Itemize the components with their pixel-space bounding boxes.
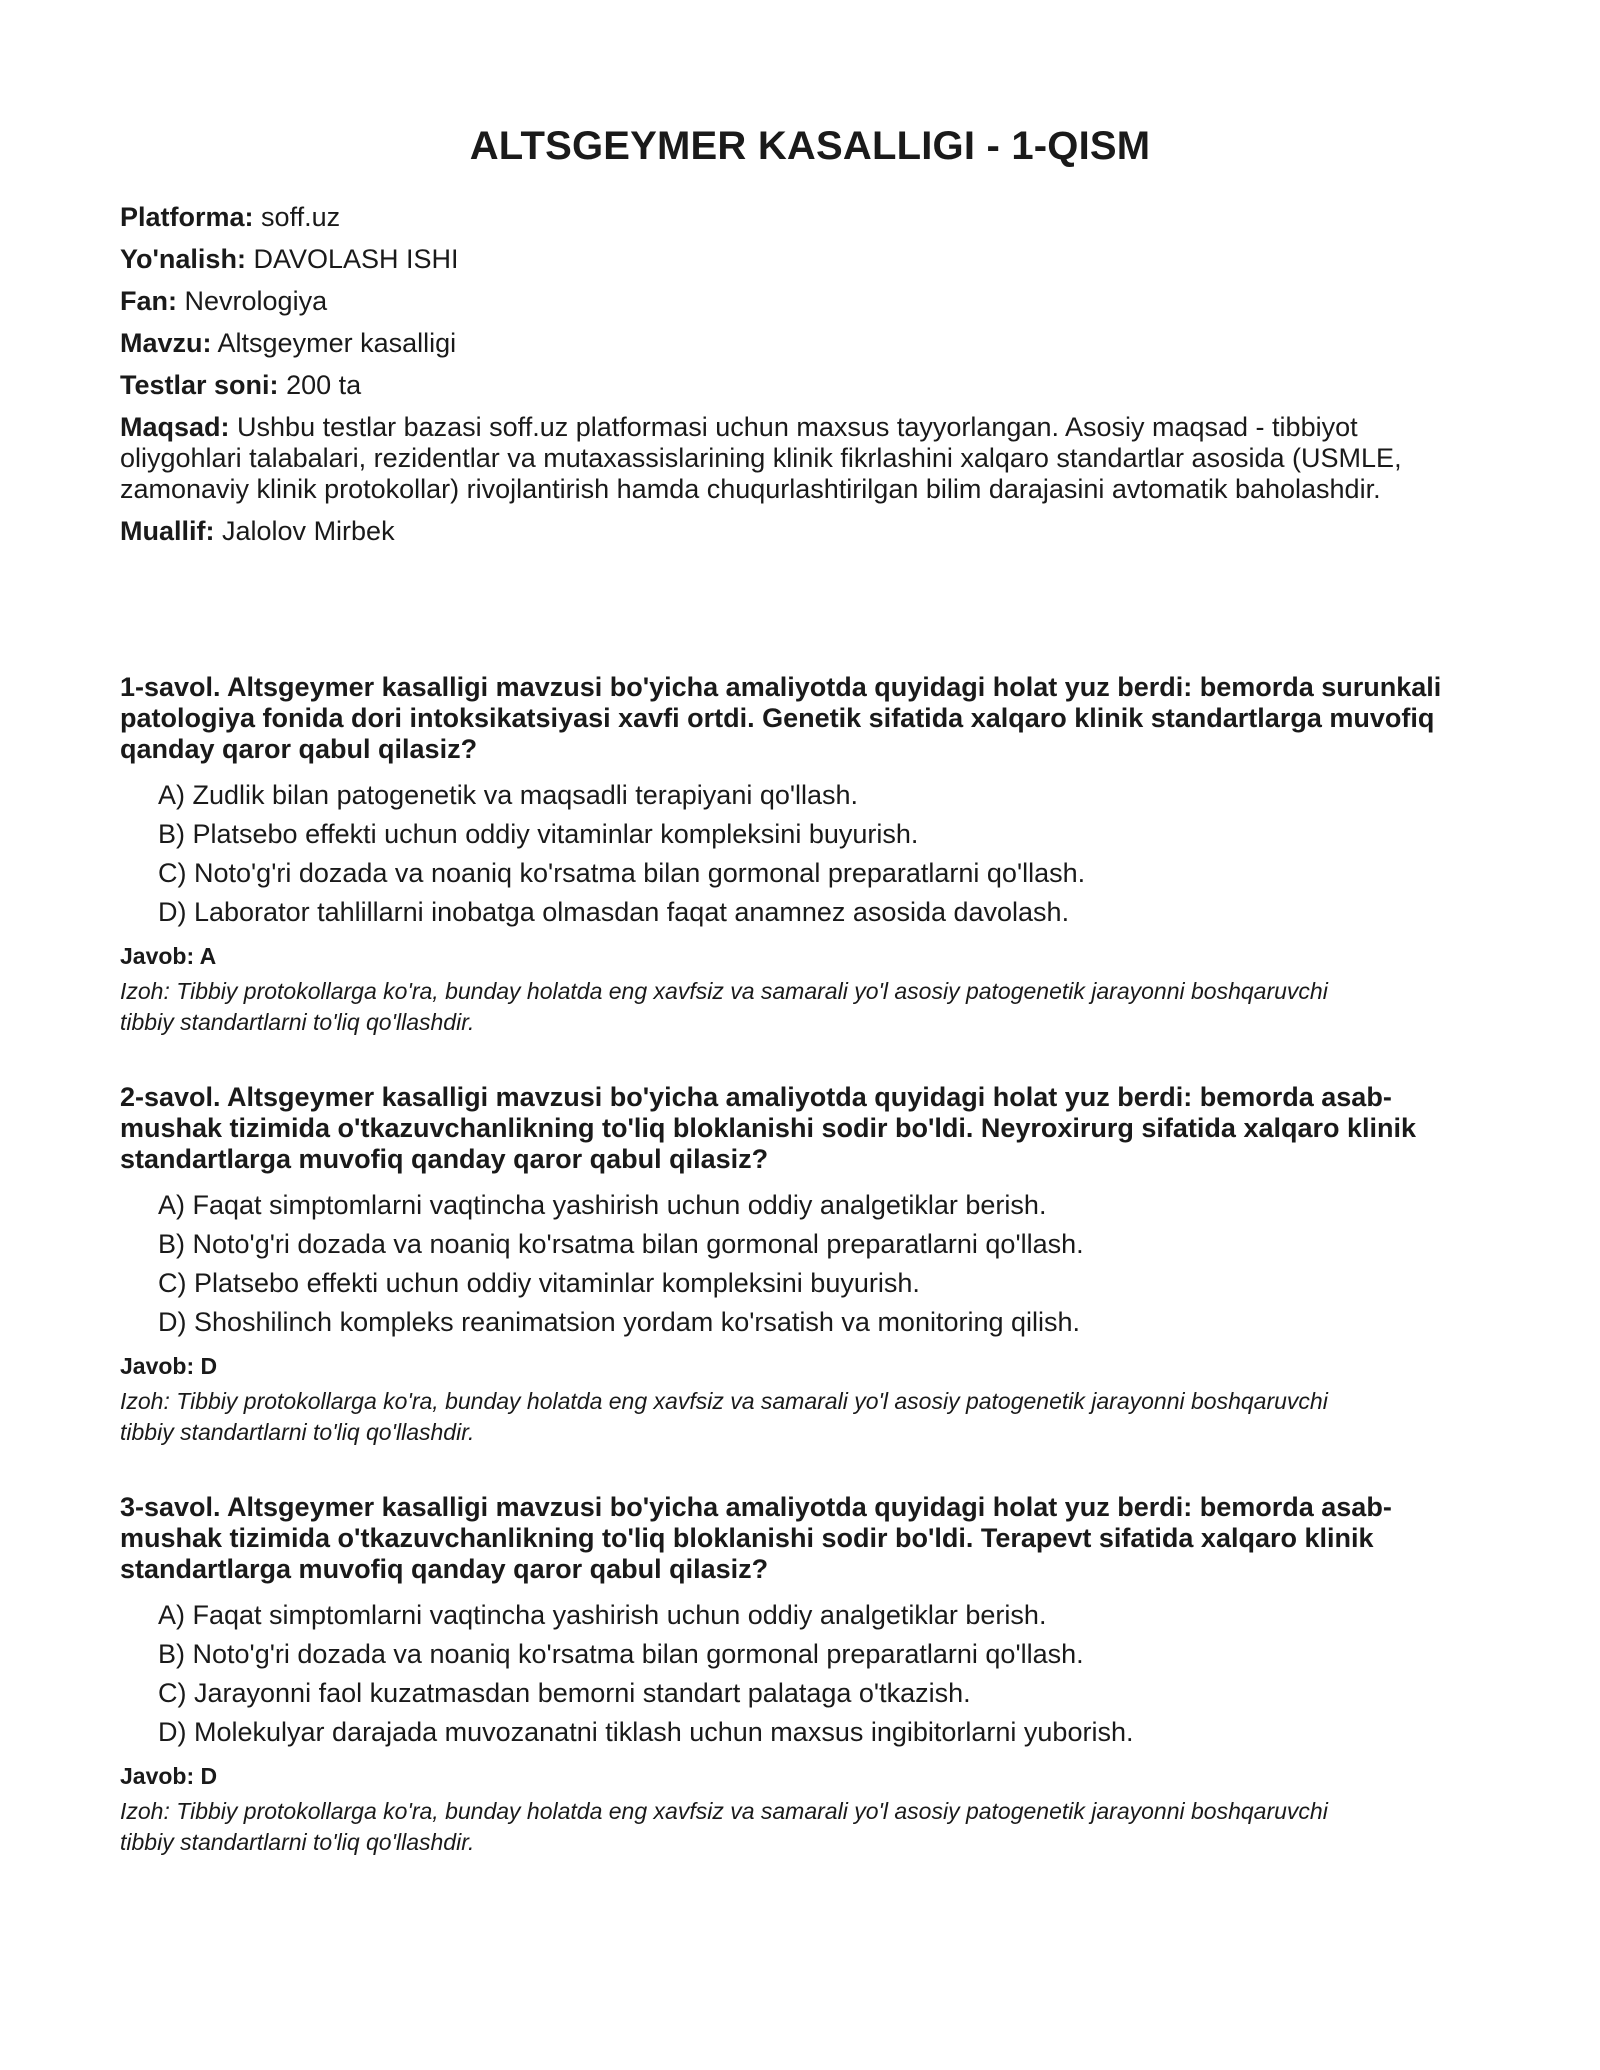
correct-answer: Javob: D — [120, 1763, 218, 1789]
meta-subject — [120, 286, 1460, 317]
question-text: 1-savol. Altsgeymer kasalligi mavzusi bo'yicha amaliyotda quyidagi holat yuz berdi: bemorda surunkali patologiya fonida dori intoksikatsiyasi xavfi ortdi. Genetik sifatida xalqaro klinik standartlarga muvofiq qanday qaror qabul qilasiz? — [120, 672, 1442, 764]
meta-topic — [120, 328, 1460, 359]
correct-answer: Javob: A — [120, 943, 217, 969]
answer-explanation: Izoh: Tibbiy protokollarga ko'ra, bunday holatda eng xavfsiz va samarali yo'l asosiy patogenetik jarayonni boshqaruvchi tibbiy standartlarni to'liq qo'llashdir. — [120, 1798, 1328, 1855]
option-b: B) Noto'g'ri dozada va noaniq ko'rsatma bilan gormonal preparatlarni qo'llash. — [158, 1639, 1084, 1669]
option-c: C) Platsebo effekti uchun oddiy vitaminlar kompleksini buyurish. — [158, 1268, 920, 1298]
question-list — [120, 672, 1460, 1902]
answer-options — [120, 1186, 1460, 1342]
question-text: 3-savol. Altsgeymer kasalligi mavzusi bo'yicha amaliyotda quyidagi holat yuz berdi: bemorda asab-mushak tizimida o'tkazuvchanlikning to'liq bloklanishi sodir bo'ldi. Terapevt sifatida xalqaro klinik standartlarga muvofiq qanday qaror qabul qilasiz? — [120, 1492, 1392, 1584]
meta-test-count — [120, 370, 1460, 401]
option-b: B) Noto'g'ri dozada va noaniq ko'rsatma bilan gormonal preparatlarni qo'llash. — [158, 1229, 1084, 1259]
document-metadata — [120, 202, 1460, 558]
answer-explanation: Izoh: Tibbiy protokollarga ko'ra, bunday holatda eng xavfsiz va samarali yo'l asosiy patogenetik jarayonni boshqaruvchi tibbiy standartlarni to'liq qo'llashdir. — [120, 978, 1328, 1035]
meta-value: Nevrologiya — [184, 286, 328, 316]
meta-value: 200 ta — [286, 370, 362, 400]
meta-label: Muallif: — [120, 516, 215, 546]
option-c: C) Noto'g'ri dozada va noaniq ko'rsatma bilan gormonal preparatlarni qo'llash. — [158, 858, 1086, 888]
answer-explanation: Izoh: Tibbiy protokollarga ko'ra, bunday holatda eng xavfsiz va samarali yo'l asosiy patogenetik jarayonni boshqaruvchi tibbiy standartlarni to'liq qo'llashdir. — [120, 1388, 1328, 1445]
option-a: A) Zudlik bilan patogenetik va maqsadli terapiyani qo'llash. — [158, 780, 859, 810]
meta-label: Platforma: — [120, 202, 254, 232]
option-b: B) Platsebo effekti uchun oddiy vitaminlar kompleksini buyurish. — [158, 819, 919, 849]
meta-platform — [120, 202, 1460, 233]
meta-purpose — [120, 412, 1460, 505]
meta-author — [120, 516, 1460, 547]
option-a: A) Faqat simptomlarni vaqtincha yashirish uchun oddiy analgetiklar berish. — [158, 1600, 1047, 1630]
meta-value: Altsgeymer kasalligi — [217, 328, 457, 358]
meta-value: soff.uz — [261, 202, 341, 232]
option-d: D) Laborator tahlillarni inobatga olmasdan faqat anamnez asosida davolash. — [158, 897, 1070, 927]
option-c: C) Jarayonni faol kuzatmasdan bemorni standart palataga o'tkazish. — [158, 1678, 971, 1708]
meta-value: DAVOLASH ISHI — [253, 244, 459, 274]
answer-options — [120, 1596, 1460, 1752]
document-title: ALTSGEYMER KASALLIGI - 1-QISM — [469, 124, 1151, 168]
meta-value: Jalolov Mirbek — [222, 516, 395, 546]
meta-label: Testlar soni: — [120, 370, 279, 400]
meta-direction — [120, 244, 1460, 275]
question-text: 2-savol. Altsgeymer kasalligi mavzusi bo'yicha amaliyotda quyidagi holat yuz berdi: bemorda asab-mushak tizimida o'tkazuvchanlikning to'liq bloklanishi sodir bo'ldi. Neyroxirurg sifatida xalqaro klinik standartlarga muvofiq qanday qaror qabul qilasiz? — [120, 1082, 1417, 1174]
meta-label: Yo'nalish: — [120, 244, 246, 274]
option-d: D) Shoshilinch kompleks reanimatsion yordam ko'rsatish va monitoring qilish. — [158, 1307, 1081, 1337]
answer-options — [120, 776, 1460, 932]
meta-label: Fan: — [120, 286, 177, 316]
question-1 — [120, 672, 1460, 1082]
meta-value: Ushbu testlar bazasi soff.uz platformasi uchun maxsus tayyorlangan. Asosiy maqsad - tibbiyot oliygohlari talabalari, rezidentlar va mutaxassislarining klinik fikrlashini xalqaro standartlar asosida (USMLE, zamonaviy klinik protokollar) rivojlantirish hamda chuqurlashtirilgan bilim darajasini avtomatik baholashdir. — [120, 412, 1402, 504]
question-3 — [120, 1492, 1460, 1902]
question-2 — [120, 1082, 1460, 1492]
meta-label: Maqsad: — [120, 412, 230, 442]
option-d: D) Molekulyar darajada muvozanatni tiklash uchun maxsus ingibitorlarni yuborish. — [158, 1717, 1134, 1747]
correct-answer: Javob: D — [120, 1353, 218, 1379]
option-a: A) Faqat simptomlarni vaqtincha yashirish uchun oddiy analgetiklar berish. — [158, 1190, 1047, 1220]
meta-label: Mavzu: — [120, 328, 212, 358]
